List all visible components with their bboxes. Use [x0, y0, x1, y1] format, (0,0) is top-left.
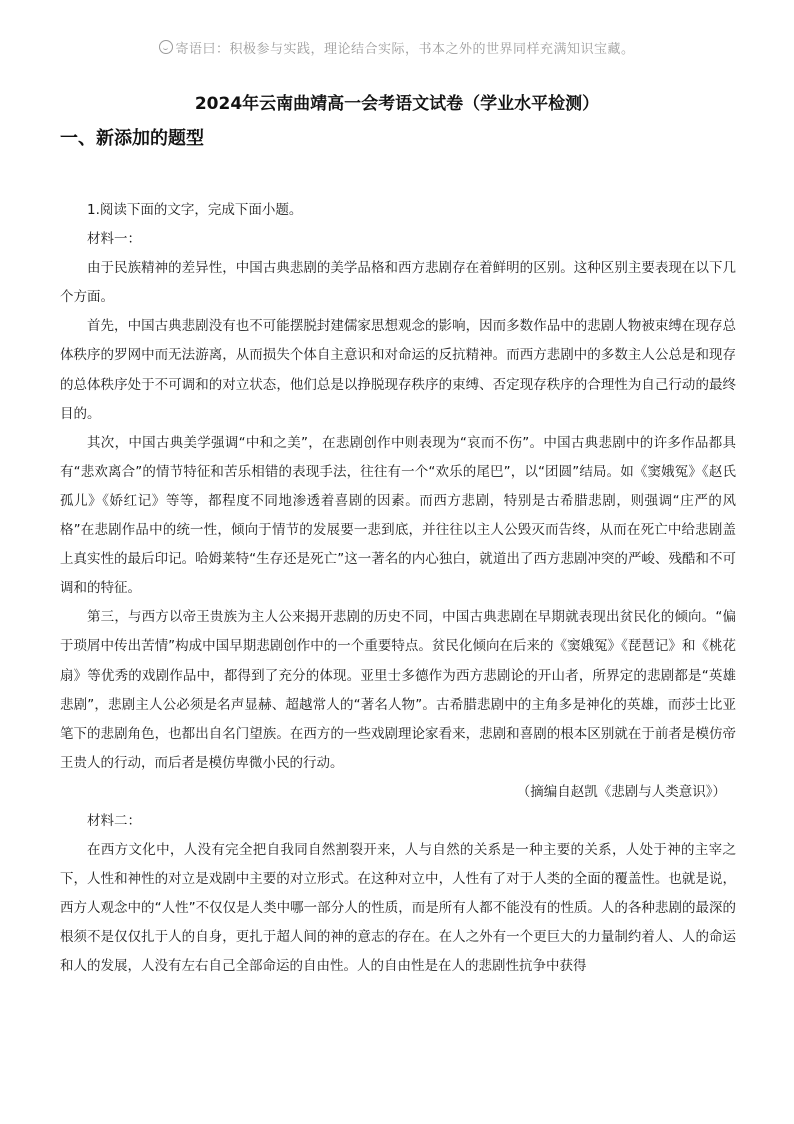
paragraph: 由于民族精神的差异性，中国古典悲剧的美学品格和西方悲剧存在着鲜明的区别。这种区别主要表现在以下几个方面。 [60, 260, 736, 306]
document-body [60, 196, 736, 982]
paragraph: 首先，中国古典悲剧没有也不可能摆脱封建儒家思想观念的影响，因而多数作品中的悲剧人物被束缚在现存总体秩序的罗网中而无法游离，从而损失个体自主意识和对命运的反抗精神。而西方悲剧中的多数主人公总是和现存的总体秩序处于不可调和的对立状态，他们总是以挣脱现存秩序的束缚、否定现存秩序的合理性为自己行动的最终目的。 [60, 318, 736, 422]
paragraph: 第三，与西方以帝王贵族为主人公来揭开悲剧的历史不同，中国古典悲剧在早期就表现出贫民化的倾向。“偏于琐屑中传出苦情”构成中国早期悲剧创作中的一个重要特点。贫民化倾向在后来的《窦娥冤》《琵琶记》和《桃花扇》等优秀的戏剧作品中，都得到了充分的体现。亚里士多德作为西方悲剧论的开山者，所界定的悲剧都是“英雄悲剧”，悲剧主人公必须是名声显赫、超越常人的“著名人物”。古希腊悲剧中的主角多是神化的英雄，而莎士比亚笔下的悲剧角色，也都出自名门望族。在西方的一些戏剧理论家看来，悲剧和喜剧的根本区别就在于前者是模仿帝王贵人的行动，而后者是模仿卑微小民的行动。 [60, 609, 736, 771]
smiley-icon [159, 40, 173, 54]
document-title: 2024年云南曲靖高一会考语文试卷（学业水平检测） [194, 94, 600, 114]
paragraph: 其次，中国古典美学强调“中和之美”，在悲剧创作中则表现为“哀而不伤”。中国古典悲剧中的许多作品都具有“悲欢离合”的情节特征和苦乐相错的表现手法，往往有一个“欢乐的尾巴”，以“团圆”结局。如《窦娥冤》《赵氏孤儿》《娇红记》等等，都程度不同地渗透着喜剧的因素。而西方悲剧，特别是古希腊悲剧，则强调“庄严的风格”在悲剧作品中的统一性，倾向于情节的发展要一悲到底，并往往以主人公毁灭而告终，从而在死亡中给悲剧盖上真实性的最后印记。哈姆莱特“生存还是死亡”这一著名的内心独白，就道出了西方悲剧冲突的严峻、残酷和不可调和的特征。 [60, 434, 736, 597]
source-citation: （摘编自赵凯《悲剧与人类意识》） [516, 783, 726, 800]
paragraph: 在西方文化中，人没有完全把自我同自然割裂开来，人与自然的关系是一种主要的关系，人处于神的主宰之下，人性和神性的对立是戏剧中主要的对立形式。在这种对立中，人性有了对于人类的全面的覆盖性。也就是说，西方人观念中的“人性”不仅仅是人类中哪一部分人的性质，而是所有人都不能没有的性质。人的各种悲剧的最深的根须不是仅仅扎于人的自身，更扎于超人间的神的意志的存在。在人之外有一个更巨大的力量制约着人、人的命运和人的发展，人没有左右自己全部命运的自由性。人的自由性是在人的悲剧性抗争中获得 [60, 842, 736, 975]
section-heading: 一、新添加的题型 [60, 128, 204, 149]
header-motto [0, 38, 794, 57]
material-two-label: 材料二： [87, 812, 141, 829]
question-intro: 1.阅读下面的文字，完成下面小题。 [87, 202, 303, 218]
motto-text: 寄语曰：积极参与实践，理论结合实际，书本之外的世界同样充满知识宝藏。 [175, 42, 635, 57]
material-one-label: 材料一： [87, 231, 141, 248]
